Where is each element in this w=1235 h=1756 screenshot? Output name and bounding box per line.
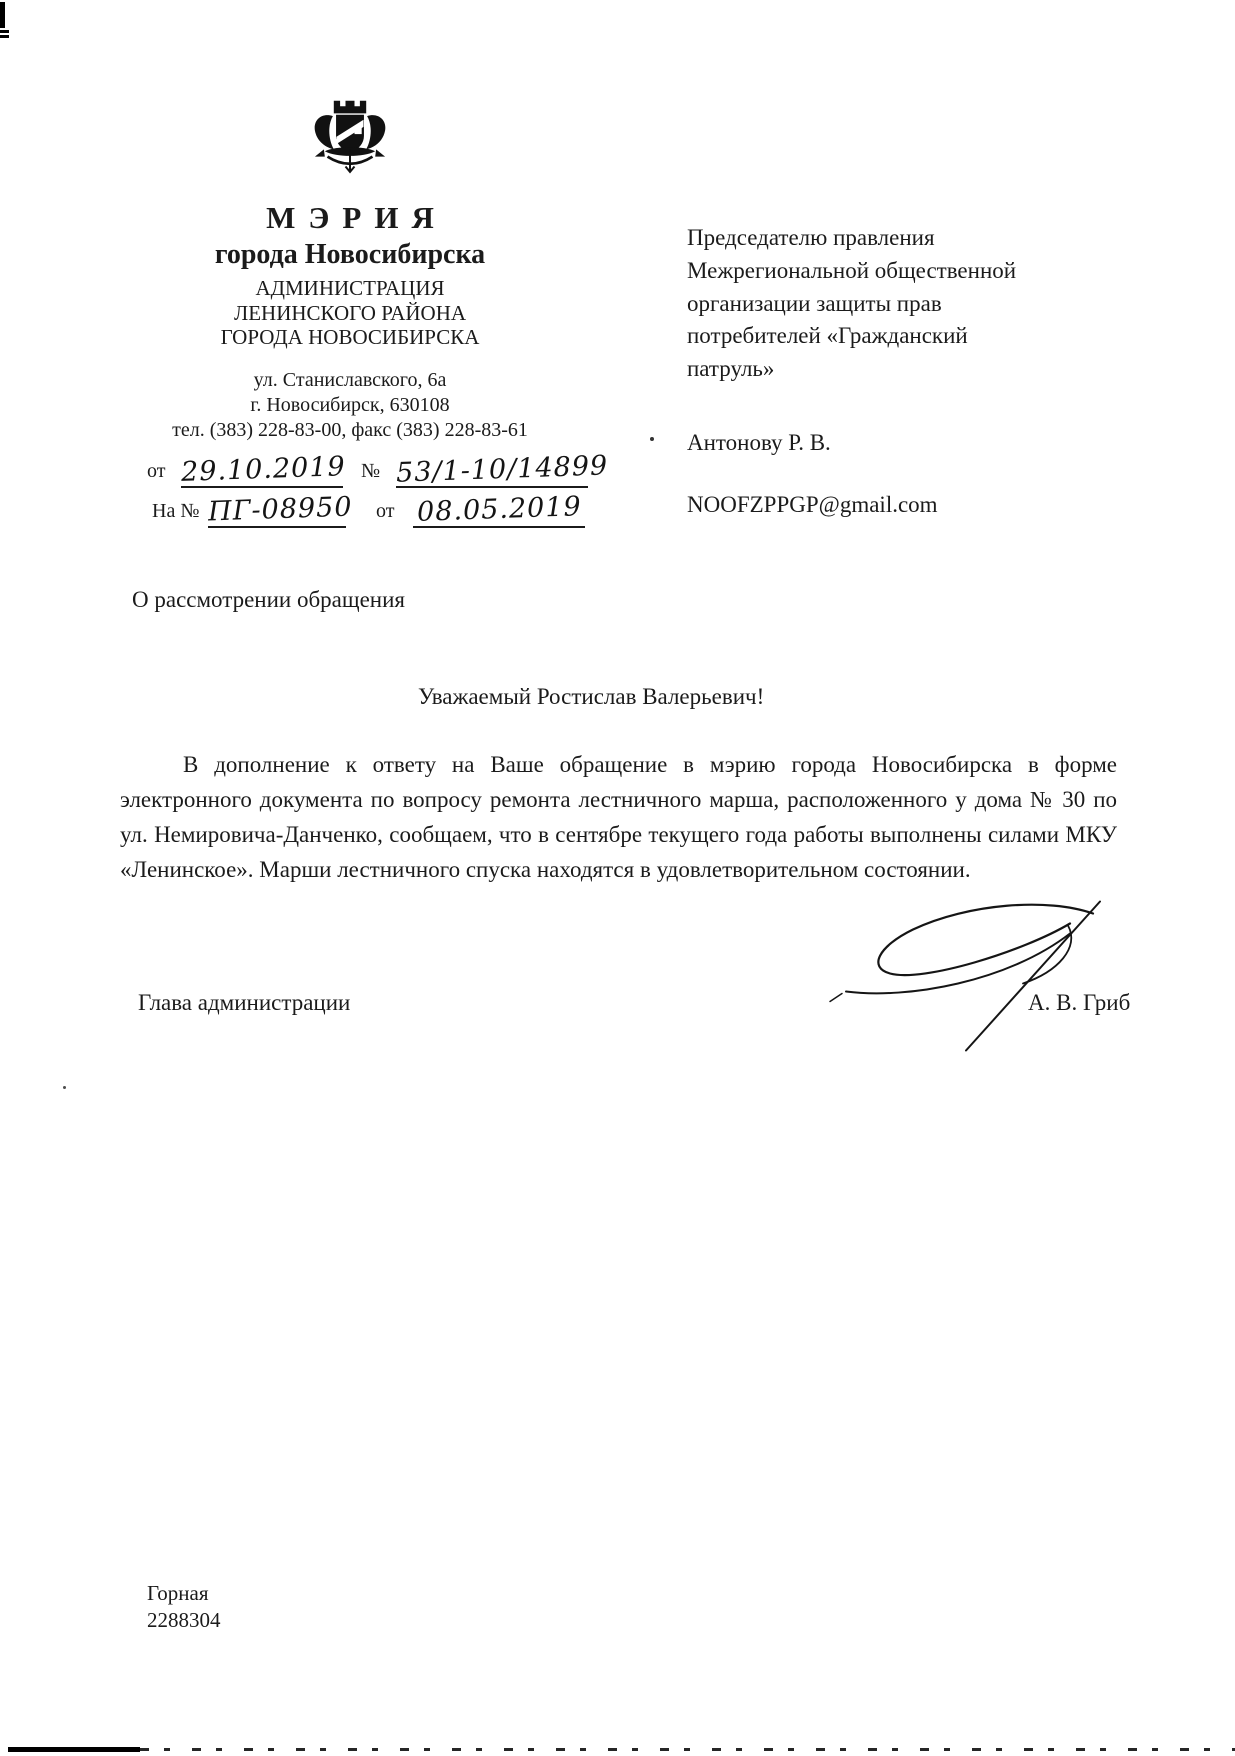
out-date-field xyxy=(180,451,347,488)
novosibirsk-coat-of-arms-icon xyxy=(305,98,395,190)
scan-artifact-bottom-line xyxy=(8,1747,140,1752)
org-address-city: г. Новосибирск, 630108 xyxy=(250,394,450,416)
out-number-label: № xyxy=(361,460,381,482)
signoff-position-title: Глава администрации xyxy=(138,990,351,1015)
in-number-handwritten: ПГ-08950 xyxy=(207,491,354,528)
out-number-handwritten: 53/1-10/14899 xyxy=(395,450,609,489)
org-admin-line2: ЛЕНИНСКОГО РАЙОНА xyxy=(233,301,467,325)
in-number-field xyxy=(207,491,354,528)
org-admin-line1: АДМИНИСТРАЦИЯ xyxy=(255,276,445,300)
recipient-line: организации защиты прав xyxy=(687,290,942,316)
recipient-line: Председателю правления xyxy=(687,225,935,250)
scan-artifact-bottom-dashes xyxy=(140,1748,1235,1751)
in-date-handwritten: 08.05.2019 xyxy=(416,491,582,528)
recipient-name: Антонову Р. В. xyxy=(687,430,831,455)
recipient-block xyxy=(687,222,1027,386)
executor-name: Горная xyxy=(147,1581,209,1605)
body-paragraph: В дополнение к ответу на Ваше обращение в мэрию города Новосибирска в форме электронного документа по вопросу ремонта лестничного марша, расположенного у дома № 30 по ул. Немировича-Данченко, сообщаем, что в сентябре текущего года работы выполнены силами МКУ «Ленинское». Марши лестничного спуска находятся в удовлетворительном состоянии. xyxy=(120,752,1117,882)
scan-artifact-dash xyxy=(0,30,9,33)
salutation: Уважаемый Ростислав Валерьевич! xyxy=(418,684,765,709)
executor-phone: 2288304 xyxy=(147,1608,221,1632)
recipient-email: NOOFZPPGP@gmail.com xyxy=(687,492,938,517)
in-date-field xyxy=(413,492,585,528)
scan-artifact-dot xyxy=(650,437,654,441)
subject-line: О рассмотрении обращения xyxy=(132,587,405,612)
org-phone-fax: тел. (383) 228-83-00, факс (383) 228-83-61 xyxy=(172,419,528,441)
scan-artifact-dot xyxy=(63,1086,66,1089)
scan-artifact-dash xyxy=(0,35,9,38)
org-name-sub: города Новосибирска xyxy=(214,239,486,270)
in-reply-label: На № xyxy=(152,500,200,522)
org-address-street: ул. Станиславского, 6а xyxy=(253,369,447,391)
scan-artifact-top-left-bar xyxy=(0,2,5,28)
signoff-name: А. В. Гриб xyxy=(1028,990,1131,1015)
recipient-line: патруль» xyxy=(687,356,775,382)
out-date-label: от xyxy=(147,460,166,482)
org-name-main: МЭРИЯ xyxy=(266,200,447,235)
out-date-handwritten: 29.10.2019 xyxy=(180,451,347,488)
org-admin-line3: ГОРОДА НОВОСИБИРСКА xyxy=(220,325,480,349)
recipient-line: потребителей «Гражданский xyxy=(687,323,968,349)
in-date-label: от xyxy=(376,500,395,522)
out-number-field xyxy=(395,450,609,489)
signature-scribble xyxy=(818,893,1108,1058)
recipient-line: Межрегиональной общественной xyxy=(687,257,1017,283)
